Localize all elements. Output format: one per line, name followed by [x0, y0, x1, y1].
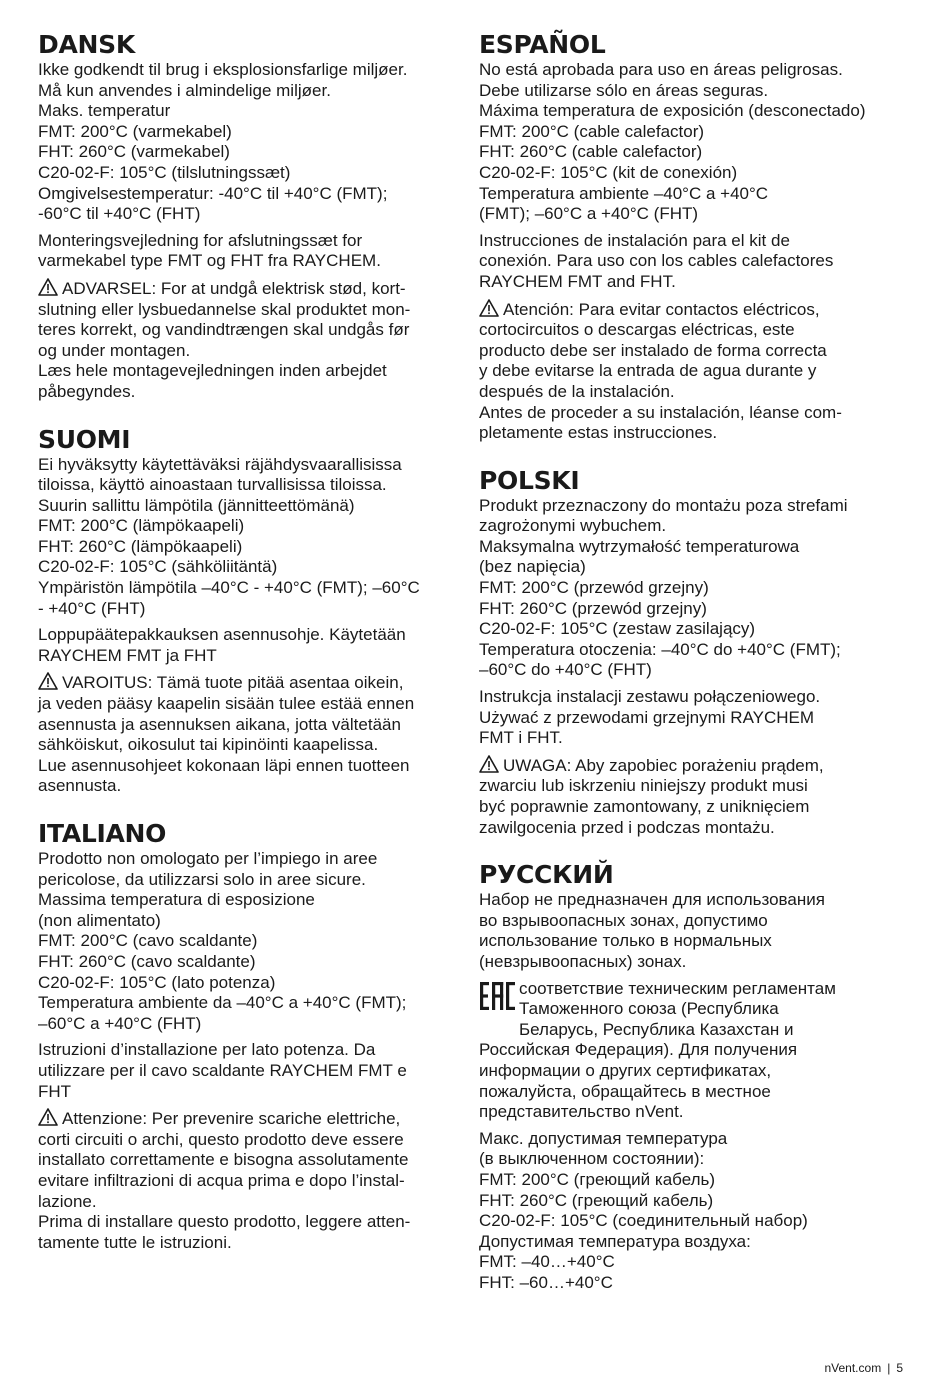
footer-separator: | — [887, 1361, 891, 1375]
warning-triangle-icon — [479, 755, 499, 773]
text-line: Ei hyväksytty käytettäväksi räjähdysvaarallisissa — [38, 454, 402, 474]
text-line: być poprawnie zamontowany, z uniknięciem — [479, 797, 810, 816]
section-russian — [479, 860, 899, 1293]
text-line: Máxima temperatura de exposición (desconectado) — [479, 101, 866, 121]
paragraph — [38, 625, 458, 666]
page-footer — [824, 1361, 903, 1375]
text-line: Używać z przewodami grzejnymi RAYCHEM — [479, 707, 815, 727]
text-line: (в выключенном состоянии): — [479, 1149, 705, 1169]
text-line: C20-02-F: 105°C (tilslutningssæt) — [38, 162, 291, 182]
text-line: Допустимая температура воздуха: — [479, 1231, 751, 1251]
warning-triangle-icon — [479, 299, 499, 317]
text-line: FHT: 260°C (przewód grzejny) — [479, 598, 707, 618]
warning-body — [38, 1130, 458, 1254]
text-line: использование только в нормальных — [479, 931, 772, 951]
paragraph — [479, 231, 899, 293]
paragraph — [479, 60, 899, 225]
text-line: Instrucciones de instalación para el kit de — [479, 230, 790, 250]
text-line: (невзрывоопасных) зонах. — [479, 951, 687, 971]
text-line: (FMT); –60°C a +40°C (FHT) — [479, 204, 699, 224]
text-line: C20-02-F: 105°C (соединительный набор) — [479, 1211, 808, 1231]
text-line: Suurin sallittu lämpötila (jännitteettömänä) — [38, 495, 355, 515]
text-line: conexión. Para uso con los cables calefactores — [479, 251, 834, 271]
text-line: Prima di installare questo prodotto, leggere atten- — [38, 1212, 411, 1232]
footer-site: nVent.com — [824, 1361, 882, 1375]
warning-body — [479, 320, 899, 444]
text-line: ja veden pääsy kaapelin sisään tulee estää ennen — [38, 694, 415, 714]
section-title: ITALIANO — [38, 819, 167, 848]
text-line: информации о других сертификатах, — [479, 1060, 772, 1080]
text-line: Monteringsvejledning for afslutningssæt for — [38, 230, 363, 250]
eac-text-indented — [479, 979, 899, 1041]
text-line: asennusta. — [38, 776, 122, 796]
text-line: No está aprobada para uso en áreas peligrosas. — [479, 60, 843, 79]
section-polski — [479, 466, 899, 839]
text-line: FMT: 200°C (cavo scaldante) — [38, 931, 258, 951]
warning-triangle-icon — [38, 1108, 58, 1126]
warning-paragraph — [38, 1108, 458, 1253]
text-line: - +40°C (FHT) — [38, 598, 146, 618]
text-line: Omgivelsestemperatur: -40°C til +40°C (FMT); — [38, 183, 388, 203]
text-line: Læs hele montagevejledningen inden arbejdet — [38, 361, 387, 381]
text-line: sähköiskut, oikosulut tai kipinöinti kaapelissa. — [38, 735, 379, 755]
eac-mark-icon — [479, 981, 516, 1011]
paragraph — [479, 1129, 899, 1294]
section-suomi — [38, 425, 458, 798]
text-line: lazione. — [38, 1191, 97, 1211]
text-line: FHT: 260°C (varmekabel) — [38, 142, 230, 162]
text-line: C20-02-F: 105°C (sähköliitäntä) — [38, 557, 278, 577]
text-line: zwarciu lub iskrzeniu niniejszy produkt musi — [479, 776, 808, 796]
text-line: RAYCHEM FMT ja FHT — [38, 645, 217, 665]
text-line: Беларусь, Республика Казахстан и — [519, 1019, 794, 1039]
text-line: pletamente estas instrucciones. — [479, 423, 718, 443]
text-line: Instrukcja instalacji zestawu połączeniowego. — [479, 687, 821, 707]
text-line: Таможенного союза (Республика — [519, 999, 779, 1019]
warning-body — [38, 300, 458, 403]
warning-triangle-icon — [38, 278, 58, 296]
text-line: pericolose, da utilizzarsi solo in aree sicure. — [38, 869, 366, 889]
text-line: C20-02-F: 105°C (zestaw zasilający) — [479, 619, 756, 639]
paragraph — [38, 60, 458, 225]
text-line: Ikke godkendt til brug i eksplosionsfarlige miljøer. — [38, 60, 408, 79]
text-line: FMT: 200°C (lämpökaapeli) — [38, 516, 245, 536]
text-line: Набор не предназначен для использования — [479, 890, 825, 910]
warning-text: VAROITUS: Tämä tuote pitää asentaa oikein, — [62, 673, 404, 693]
text-line: –60°C a +40°C (FHT) — [38, 1013, 202, 1033]
paragraph — [38, 231, 458, 272]
section-dansk — [38, 30, 458, 403]
text-line: varmekabel type FMT og FHT fra RAYCHEM. — [38, 251, 381, 271]
text-line: Istruzioni d’installazione per lato potenza. Da — [38, 1040, 376, 1060]
warning-body — [38, 694, 458, 797]
text-line: FMT: –40…+40°C — [479, 1252, 615, 1272]
text-line: FHT: 260°C (cable calefactor) — [479, 142, 703, 162]
text-line: zawilgocenia przed i podczas montażu. — [479, 817, 775, 837]
text-line: Российская Федерация). Для получения — [479, 1040, 798, 1060]
text-line: producto debe ser instalado de forma correcta — [479, 340, 827, 360]
text-line: teres korrekt, og vandindtrængen skal undgås før — [38, 320, 410, 340]
text-line: FHT: –60…+40°C — [479, 1272, 613, 1292]
text-line: C20-02-F: 105°C (lato potenza) — [38, 972, 276, 992]
paragraph — [479, 496, 899, 681]
text-line: slutning eller lysbuedannelse skal produktet mon- — [38, 299, 411, 319]
text-line: cortocircuitos o descargas eléctricas, este — [479, 320, 795, 340]
text-line: evitare infiltrazioni di acqua prima e dopo l’instal- — [38, 1170, 405, 1190]
text-line: Loppupäätepakkauksen asennusohje. Käytetään — [38, 625, 406, 645]
text-line: RAYCHEM FMT and FHT. — [479, 271, 676, 291]
text-line: FMT: 200°C (cable calefactor) — [479, 121, 705, 141]
text-line: Prodotto non omologato per l’impiego in aree — [38, 849, 378, 868]
text-line: påbegyndes. — [38, 381, 136, 401]
text-line: corti circuiti o archi, questo prodotto deve essere — [38, 1129, 404, 1149]
warning-text: Attenzione: Per prevenire scariche elettriche, — [62, 1109, 401, 1129]
paragraph — [479, 890, 899, 972]
paragraph — [479, 687, 899, 749]
section-italiano — [38, 819, 458, 1253]
text-line: tamente tutte le istruzioni. — [38, 1232, 232, 1252]
text-line: (non alimentato) — [38, 910, 161, 930]
text-line: og under montagen. — [38, 340, 191, 360]
text-line: Temperatura ambiente da –40°C a +40°C (FMT); — [38, 993, 407, 1013]
text-line: FHT: 260°C (lämpökaapeli) — [38, 536, 243, 556]
paragraph — [38, 455, 458, 620]
text-line: (bez napięcia) — [479, 557, 586, 577]
section-title: ESPAÑOL — [479, 30, 606, 59]
warning-text: UWAGA: Aby zapobiec porażeniu prądem, — [503, 755, 824, 775]
section-title: POLSKI — [479, 465, 580, 495]
text-line: представительство nVent. — [479, 1102, 684, 1122]
text-line: Maks. temperatur — [38, 101, 171, 121]
text-line: Maksymalna wytrzymałość temperaturowa — [479, 536, 800, 556]
warning-triangle-icon — [38, 672, 58, 690]
text-line: FMT: 200°C (przewód grzejny) — [479, 578, 709, 598]
paragraph — [38, 1040, 458, 1102]
text-line: FMT: 200°C (греющий кабель) — [479, 1169, 716, 1189]
text-line: FHT: 260°C (греющий кабель) — [479, 1190, 714, 1210]
text-line: C20-02-F: 105°C (kit de conexión) — [479, 162, 738, 182]
text-line: FHT: 260°C (cavo scaldante) — [38, 951, 256, 971]
text-line: соответствие техническим регламентам — [519, 978, 836, 998]
text-line: tiloissa, käyttö ainoastaan turvallisissa tiloissa. — [38, 475, 387, 495]
left-column — [38, 30, 458, 1271]
text-line: Temperatura otoczenia: –40°C do +40°C (FMT); — [479, 639, 841, 659]
text-line: Ympäristön lämpötila –40°C - +40°C (FMT); –60°C — [38, 578, 420, 598]
text-line: asennusta ja asennuksen aikana, jotta vältetään — [38, 714, 401, 734]
warning-text: ADVARSEL: For at undgå elektrisk stød, kort- — [62, 278, 406, 298]
warning-paragraph — [479, 299, 899, 444]
text-line: Debe utilizarse sólo en áreas seguras. — [479, 80, 769, 100]
text-line: Produkt przeznaczony do montażu poza strefami — [479, 495, 848, 515]
text-line: –60°C do +40°C (FHT) — [479, 660, 652, 680]
section-title: DANSK — [38, 30, 135, 59]
text-line: пожалуйста, обращайтесь в местное — [479, 1081, 771, 1101]
section-title: SUOMI — [38, 424, 131, 454]
warning-paragraph — [38, 672, 458, 797]
text-line: во взрывоопасных зонах, допустимо — [479, 910, 768, 930]
text-line: FMT i FHT. — [479, 728, 563, 748]
text-line: utilizzare per il cavo scaldante RAYCHEM FMT e — [38, 1060, 407, 1080]
warning-text: Atención: Para evitar contactos eléctricos, — [503, 299, 820, 319]
warning-body — [479, 776, 899, 838]
section-espanol — [479, 30, 899, 444]
text-line: installato correttamente e bisogna assolutamente — [38, 1150, 409, 1170]
text-line: zagrożonymi wybuchem. — [479, 516, 667, 536]
paragraph — [38, 849, 458, 1034]
text-line: FMT: 200°C (varmekabel) — [38, 121, 232, 141]
text-line: FHT — [38, 1081, 72, 1101]
section-title: РУССКИЙ — [479, 860, 614, 890]
text-line: después de la instalación. — [479, 381, 675, 401]
eac-text — [479, 1040, 899, 1122]
text-line: -60°C til +40°C (FHT) — [38, 204, 201, 224]
text-line: Massima temperatura di esposizione — [38, 890, 315, 910]
warning-paragraph — [479, 755, 899, 838]
text-line: Må kun anvendes i almindelige miljøer. — [38, 80, 331, 100]
text-line: Макс. допустимая температура — [479, 1128, 728, 1148]
text-line: Antes de proceder a su instalación, léanse com- — [479, 402, 842, 422]
text-line: Lue asennusohjeet kokonaan läpi ennen tuotteen — [38, 755, 410, 775]
page-number: 5 — [896, 1361, 903, 1375]
right-column — [479, 30, 899, 1311]
eac-paragraph — [479, 979, 899, 1123]
text-line: Temperatura ambiente –40°C a +40°C — [479, 183, 769, 203]
text-line: y debe evitarse la entrada de agua durante y — [479, 361, 817, 381]
warning-paragraph — [38, 278, 458, 403]
